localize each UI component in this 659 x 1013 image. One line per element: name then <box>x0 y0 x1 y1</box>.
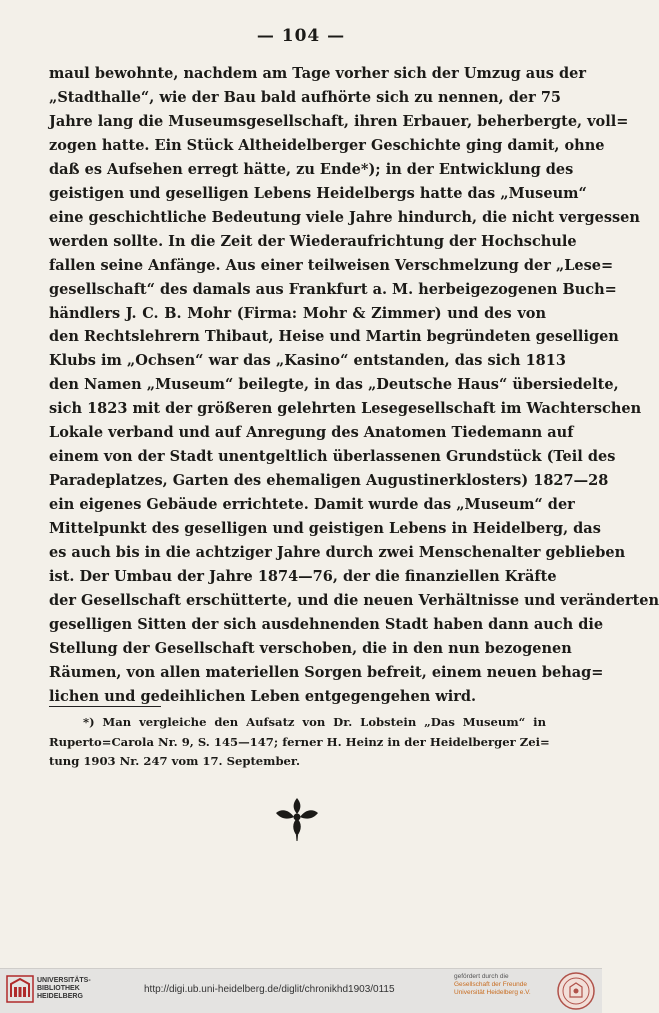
footnote-divider <box>49 706 161 707</box>
body-line: sich 1823 mit der größeren gelehrten Lesegesellschaft im Wachterschen <box>49 400 642 418</box>
body-line: Räumen, von allen materiellen Sorgen befreit, einem neuen behag= <box>49 663 604 681</box>
body-line: Stellung der Gesellschaft verschoben, die in den nun bezogenen <box>49 639 572 657</box>
body-line: eine geschichtliche Bedeutung viele Jahre hindurch, die nicht vergessen <box>49 208 640 226</box>
body-line: fallen seine Anfänge. Aus einer teilweisen Verschmelzung der „Lese= <box>49 256 614 274</box>
body-line: lichen und gedeihlichen Leben entgegengehen wird. <box>49 687 477 705</box>
body-line: den Namen „Museum“ beilegte, in das „Deutsche Haus“ übersiedelte, <box>49 376 619 394</box>
body-line: einem von der Stadt unentgeltlich überlassenen Grundstück (Teil des <box>49 448 616 466</box>
footer-bar <box>0 968 602 1013</box>
footnote <box>49 713 550 772</box>
body-line: Lokale verband und auf Anregung des Anatomen Tiedemann auf <box>49 424 574 442</box>
source-url-link[interactable]: http://digi.ub.uni-heidelberg.de/diglit/chronikhd1903/0115 <box>144 984 395 995</box>
body-line: händlers J. C. B. Mohr (Firma: Mohr & Zimmer) und des von <box>49 304 546 322</box>
body-line: Paradeplatzes, Garten des ehemaligen Augustinerklosters) 1827—28 <box>49 472 609 490</box>
body-line: den Rechtslehrern Thibaut, Heise und Martin begründeten geselligen <box>49 328 619 346</box>
body-line: Jahre lang die Museumsgesellschaft, ihren Erbauer, beherbergte, voll= <box>49 112 629 130</box>
body-line: geselligen Sitten der sich ausdehnenden Stadt haben dann auch die <box>49 615 604 633</box>
body-line: geistigen und geselligen Lebens Heidelbergs hatte das „Museum“ <box>49 184 587 202</box>
body-line: zogen hatte. Ein Stück Altheidelberger Geschichte ging damit, ohne <box>49 136 605 154</box>
sponsor-credit: gefördert durch die Gesellschaft der Freunde Universität Heidelberg e.V. <box>454 973 531 996</box>
body-line: es auch bis in die achtziger Jahre durch zwei Menschenalter geblieben <box>49 544 626 562</box>
footnote-line: *) Man vergleiche den Aufsatz von Dr. Lobstein „Das Museum“ in <box>83 715 546 729</box>
body-line: ein eigenes Gebäude errichtete. Damit wurde das „Museum“ der <box>49 496 575 514</box>
body-line: gesellschaft“ des damals aus Frankfurt a. M. herbeigezogenen Buch= <box>49 280 617 298</box>
body-line: daß es Aufsehen erregt hätte, zu Ende*); in der Entwicklung des <box>49 160 574 178</box>
footnote-line: tung 1903 Nr. 247 vom 17. September. <box>49 754 301 768</box>
university-seal-icon <box>556 971 596 1011</box>
body-line: „Stadthalle“, wie der Bau bald aufhörte sich zu nennen, der 75 <box>49 88 562 106</box>
footnote-line: Ruperto=Carola Nr. 9, S. 145—147; ferner H. Heinz in der Heidelberger Zei= <box>49 734 550 749</box>
fleuron-ornament-icon <box>274 796 320 842</box>
library-logo-icon <box>6 975 34 1003</box>
body-line: der Gesellschaft erschütterte, und die neuen Verhältnisse und veränderten <box>49 591 659 609</box>
body-text <box>49 62 659 709</box>
body-line: werden sollte. In die Zeit der Wiederaufrichtung der Hochschule <box>49 232 577 250</box>
library-name: UNIVERSITÄTS- BIBLIOTHEK HEIDELBERG <box>37 977 91 1000</box>
body-line: Klubs im „Ochsen“ war das „Kasino“ entstanden, das sich 1813 <box>49 352 566 370</box>
body-line: Mittelpunkt des geselligen und geistigen Lebens in Heidelberg, das <box>49 520 601 538</box>
page-number: — 104 — <box>256 26 346 46</box>
body-line: maul bewohnte, nachdem am Tage vorher sich der Umzug aus der <box>49 65 586 82</box>
body-line: ist. Der Umbau der Jahre 1874—76, der die finanziellen Kräfte <box>49 568 557 586</box>
